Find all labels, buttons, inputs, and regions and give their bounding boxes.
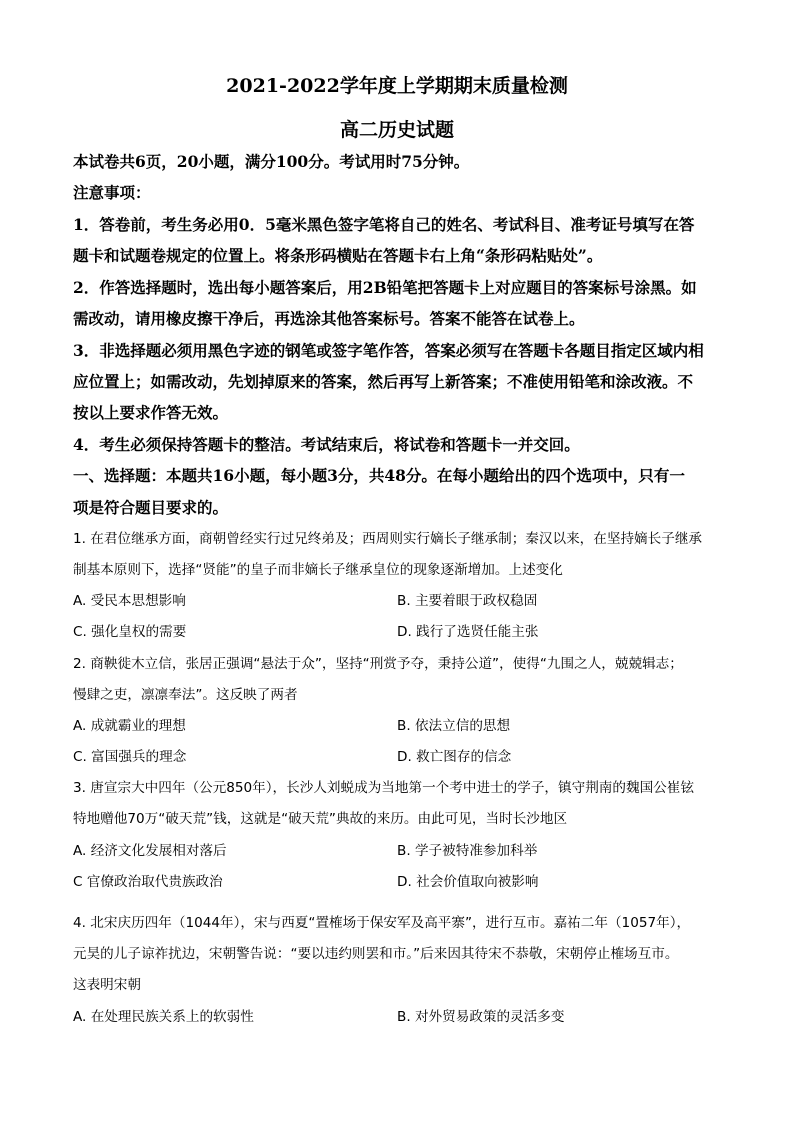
q3-option-d: D. 社会价值取向被影响 [397,874,539,890]
note-1-line-2: 题卡和试题卷规定的位置上。将条形码横贴在答题卡右上角“条形码粘贴处”。 [73,246,603,265]
q2-stem-line-2: 慢肆之吏，凛凛奉法”。这反映了两者 [73,687,298,703]
note-1-line-1: 1．答卷前，考生务必用0．5毫米黑色签字笔将自己的姓名、考试科目、准考证号填写在答 [73,215,695,234]
q1-stem-line-1: 1. 在君位继承方面，商朝曾经实行过兄终弟及；西周则实行嫡长子继承制；秦汉以来，在坚持嫡长子继承 [73,531,703,547]
q4-stem-line-2: 元昊的儿子谅祚扰边，宋朝警告说：“要以违约则罢和市。”后来因其待宋不恭敬，宋朝停止榷场互市。 [73,946,679,962]
q3-stem-line-2: 特地赠他70万“破天荒”钱，这就是“破天荒”典故的来历。由此可见，当时长沙地区 [73,811,568,827]
q3-option-c: C 官僚政治取代贵族政治 [73,874,223,890]
note-3-line-2: 应位置上；如需改动，先划掉原来的答案，然后再写上新答案；不准使用铅笔和涂改液。不 [73,372,694,391]
note-4-line-1: 4．考生必须保持答题卡的整洁。考试结束后，将试卷和答题卡一并交回。 [73,435,580,454]
q4-stem-line-1: 4. 北宋庆历四年（1044年），宋与西夏“置榷场于保安军及高平寨”，进行互市。嘉祐二年（1057年）， [73,915,691,931]
q4-stem-line-3: 这表明宋朝 [73,977,141,993]
q1-stem-line-2: 制基本原则下，选择“贤能”的皇子而非嫡长子继承皇位的现象逐渐增加。上述变化 [73,562,563,578]
q1-option-a: A. 受民本思想影响 [73,593,186,609]
note-2-line-1: 2．作答选择题时，选出每小题答案后，用2B铅笔把答题卡上对应题目的答案标号涂黑。如 [73,278,697,297]
q4-option-b: B. 对外贸易政策的灵活多变 [397,1009,565,1025]
q1-option-d: D. 践行了选贤任能主张 [397,624,539,640]
section-heading-line-2: 项是符合题目要求的。 [73,498,229,517]
note-3-line-1: 3．非选择题必须用黑色字迹的钢笔或签字笔作答，答案必须写在答题卡各题目指定区域内相 [73,341,704,360]
note-2-line-2: 需改动，请用橡皮擦干净后，再选涂其他答案标号。答案不能答在试卷上。 [73,309,585,328]
q2-option-b: B. 依法立信的思想 [397,718,511,734]
q2-option-c: C. 富国强兵的理念 [73,749,187,765]
exam-info: 本试卷共6页，20小题，满分100分。考试用时75分钟。 [73,152,470,171]
q3-option-b: B. 学子被特准参加科举 [397,843,538,859]
q3-option-a: A. 经济文化发展相对落后 [73,843,227,859]
q4-option-a: A. 在处理民族关系上的软弱性 [73,1009,254,1025]
section-heading-line-1: 一、选择题：本题共16小题，每小题3分，共48分。在每小题给出的四个选项中，只有一 [73,466,685,485]
page-subtitle: 高二历史试题 [339,119,454,141]
notice-heading: 注意事项： [73,183,151,202]
q1-option-c: C. 强化皇权的需要 [73,624,187,640]
q2-option-a: A. 成就霸业的理想 [73,718,186,734]
page-title: 2021-2022学年度上学期期末质量检测 [226,75,568,97]
q3-stem-line-1: 3. 唐宣宗大中四年（公元850年），长沙人刘蜕成为当地第一个考中进士的学子，镇守荆南的魏国公崔铉 [73,780,694,796]
q2-option-d: D. 救亡图存的信念 [397,749,512,765]
q2-stem-line-1: 2. 商鞅徙木立信，张居正强调“悬法于众”，坚持“刑赏予夺，秉持公道”，使得“九围之人，兢兢辑志； [73,656,683,672]
note-3-line-3: 按以上要求作答无效。 [73,403,229,422]
q1-option-b: B. 主要着眼于政权稳固 [397,593,538,609]
